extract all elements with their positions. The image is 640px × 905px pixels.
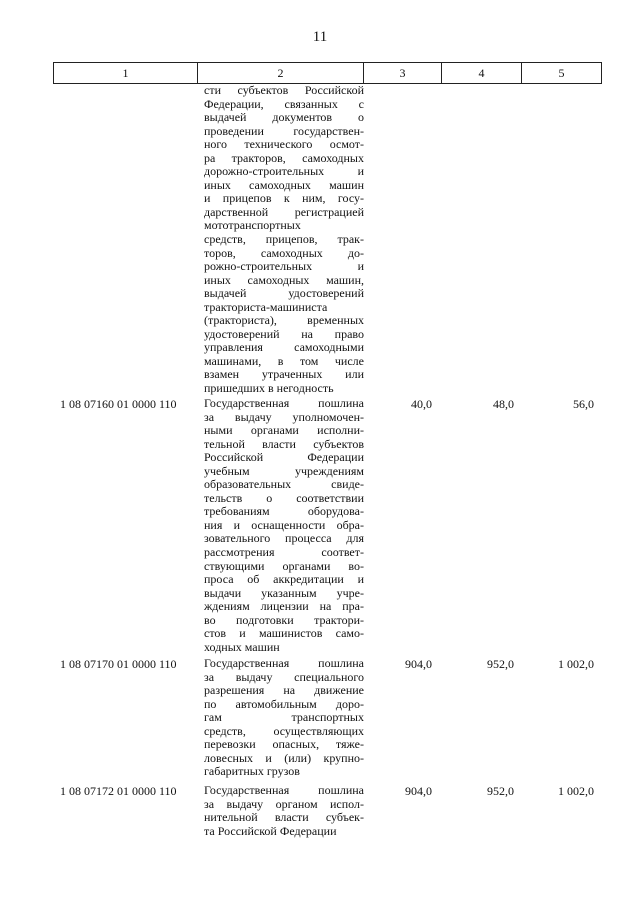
description-line: тельной власти субъектов [204,436,364,451]
description-line: пришедших в негодность [204,381,334,396]
description-line: выдачи указанным учре- [204,585,364,600]
header-col-5: 5 [522,63,602,84]
value-col-3: 904,0 [405,657,432,671]
description-line: удостоверений на право [204,326,364,341]
row-description [204,784,364,838]
description-line: ра тракторов, самоходных [204,150,364,165]
description-line: средств, осуществляющих [204,723,364,738]
description-line: ными органами исполни- [204,423,364,438]
description-line: Российской Федерации [204,450,364,465]
description-line: за выдачу органом испол- [204,796,364,811]
description-line: учебным учреждениям [204,463,364,478]
kbk-code: 1 08 07170 01 0000 110 [60,657,177,671]
description-line: сти субъектов Российской [204,83,364,97]
row-description [204,397,364,654]
header-col-2: 2 [198,63,364,84]
description-line: Государственная пошлина [204,783,364,797]
kbk-code: 1 08 07172 01 0000 110 [60,784,177,798]
description-line: тракториста-машиниста [204,299,328,314]
row-description [204,657,364,779]
description-line: рожно-строительных и [204,259,364,274]
description-line: габаритных грузов [204,764,300,779]
description-line: Государственная пошлина [204,396,364,410]
header-col-3: 3 [364,63,442,84]
description-line: управления самоходными [204,340,364,355]
description-line: ждениям лицензии на пра- [204,599,364,614]
description-line: иных самоходных машин, [204,272,364,287]
description-line: Государственная пошлина [204,656,364,670]
description-line: та Российской Федерации [204,823,337,838]
header-col-4: 4 [442,63,522,84]
description-line: стов и машинистов само- [204,626,364,641]
description-line: проведении государствен- [204,123,364,138]
description-line: дорожно-строительных и [204,164,364,179]
description-line: тельств о соответствии [204,490,364,505]
value-col-4: 952,0 [487,657,514,671]
description-line: рассмотрения соответ- [204,545,364,560]
description-line: ходных машин [204,639,280,654]
header-row [54,63,602,84]
description-line: зовательного процесса для [204,531,364,546]
value-col-5: 56,0 [573,397,594,411]
description-line: нительной власти субъек- [204,810,364,825]
header-col-1: 1 [54,63,198,84]
value-col-3: 40,0 [411,397,432,411]
description-line: Федерации, связанных с [204,96,364,111]
description-line: взамен утраченных или [204,367,364,382]
description-line: перевозки опасных, тяже- [204,737,364,752]
description-line: выдачей удостоверений [204,286,364,301]
description-line: ловесных и (или) крупно- [204,750,364,765]
page-number: 11 [312,29,328,45]
description-line: ствующими органами во- [204,558,364,573]
description-line: за выдачу специального [204,669,364,684]
description-line: мототранспортных [204,218,301,233]
description-line: машинами, в том числе [204,353,364,368]
value-col-5: 1 002,0 [558,657,594,671]
description-line: за выдачу уполномочен- [204,409,364,424]
description-line: гам транспортных [204,710,364,725]
description-line: ного технического осмот- [204,137,364,152]
value-col-4: 48,0 [493,397,514,411]
description-line: дарственной регистрацией [204,204,364,219]
value-col-3: 904,0 [405,784,432,798]
description-line: во подготовки трактори- [204,612,364,627]
description-line: по автомобильным доро- [204,696,364,711]
description-line: образовательных свиде- [204,477,364,492]
description-line: ния и оснащенности обра- [204,517,364,532]
description-line: разрешения на движение [204,683,364,698]
value-col-5: 1 002,0 [558,784,594,798]
kbk-code: 1 08 07160 01 0000 110 [60,397,177,411]
description-line: и прицепов к ним, госу- [204,191,364,206]
description-line: иных самоходных машин [204,177,364,192]
description-line: выдачей документов о [204,110,364,125]
value-col-4: 952,0 [487,784,514,798]
description-line: требованиям оборудова- [204,504,364,519]
table-header [53,62,602,84]
description-line: проса об аккредитации и [204,572,364,587]
description-line: торов, самоходных до- [204,245,364,260]
description-line: (тракториста), временных [204,313,364,328]
continuation-description [204,84,364,396]
description-line: средств, прицепов, трак- [204,232,364,247]
